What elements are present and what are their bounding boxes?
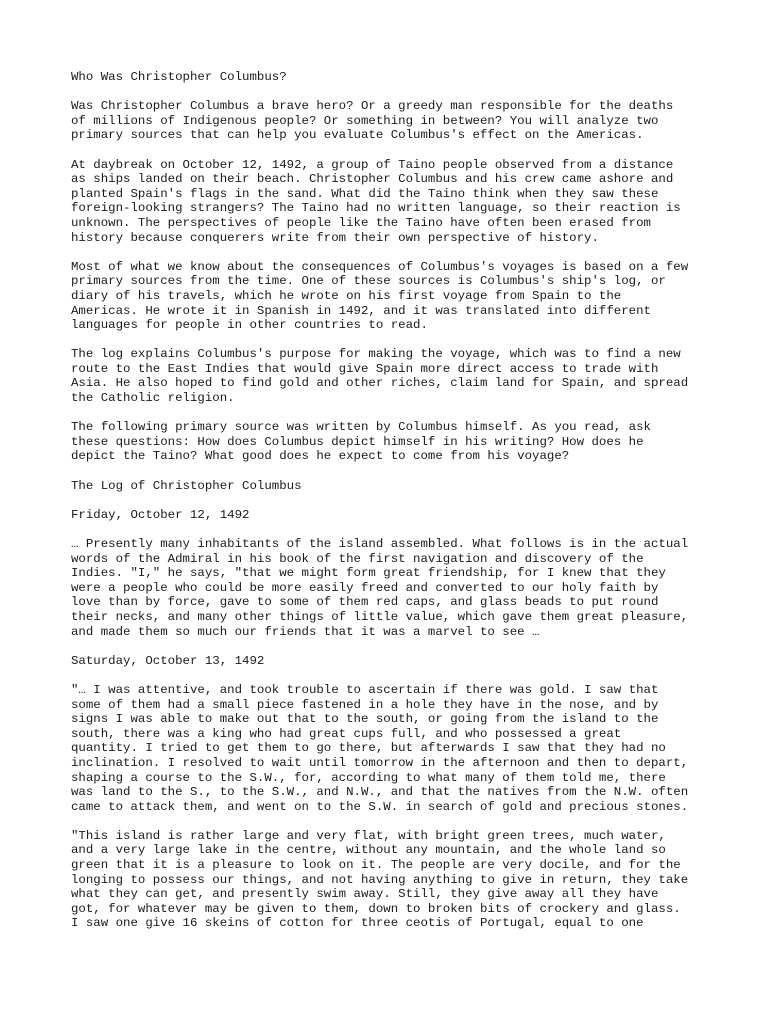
section-heading bbox=[71, 479, 711, 494]
text-line: got, for whatever may be given to them, down to broken bits of crockery and glass. bbox=[71, 901, 681, 916]
paragraph bbox=[71, 829, 711, 931]
text-line: south, there was a king who had great cups full, and who possessed a great bbox=[71, 726, 622, 741]
text-line: as ships landed on their beach. Christopher Columbus and his crew came ashore and bbox=[71, 172, 674, 187]
text-line: diary of his travels, which he wrote on his first voyage from Spain to the bbox=[71, 288, 622, 303]
text-line: Was Christopher Columbus a brave hero? Or a greedy man responsible for the deaths bbox=[71, 99, 674, 114]
text-line: came to attack them, and went on to the S.W. in search of gold and precious stones. bbox=[71, 799, 689, 814]
text-line: Friday, October 12, 1492 bbox=[71, 507, 250, 522]
text-line: Asia. He also hoped to find gold and other riches, claim land for Spain, and spread bbox=[71, 376, 689, 391]
text-line: some of them had a small piece fastened in a hole they have in the nose, and by bbox=[71, 697, 659, 712]
text-line: these questions: How does Columbus depict himself in his writing? How does he bbox=[71, 434, 644, 449]
text-line: The log explains Columbus's purpose for making the voyage, which was to find a new bbox=[71, 347, 681, 362]
paragraph bbox=[71, 158, 711, 246]
text-line: and a very large lake in the centre, without any mountain, and the whole land so bbox=[71, 843, 666, 858]
text-line: Indies. "I," he says, "that we might form great friendship, for I knew that they bbox=[71, 566, 666, 581]
text-line: planted Spain's flags in the sand. What did the Taino think when they saw these bbox=[71, 186, 659, 201]
text-line: Saturday, October 13, 1492 bbox=[71, 653, 265, 668]
text-line: words of the Admiral in his book of the first navigation and discovery of the bbox=[71, 551, 644, 566]
text-line: Americas. He wrote it in Spanish in 1492, and it was translated into different bbox=[71, 303, 651, 318]
text-line: history because conquerers write from their own perspective of history. bbox=[71, 230, 599, 245]
text-line: their necks, and many other things of little value, which gave them great pleasure, bbox=[71, 609, 689, 624]
document-page bbox=[71, 70, 711, 946]
text-line: languages for people in other countries to read. bbox=[71, 318, 428, 333]
text-line: the Catholic religion. bbox=[71, 391, 235, 406]
text-line: signs I was able to make out that to the south, or going from the island to the bbox=[71, 712, 659, 727]
text-line: unknown. The perspectives of people like the Taino have often been erased from bbox=[71, 215, 651, 230]
text-line: primary sources from the time. One of these sources is Columbus's ship's log, or bbox=[71, 274, 666, 289]
text-line: "This island is rather large and very flat, with bright green trees, much water, bbox=[71, 828, 666, 843]
text-line: shaping a course to the S.W., for, according to what many of them told me, there bbox=[71, 770, 666, 785]
text-line: inclination. I resolved to wait until tomorrow in the afternoon and then to depart, bbox=[71, 755, 689, 770]
text-line: route to the East Indies that would give Spain more direct access to trade with bbox=[71, 361, 659, 376]
paragraph bbox=[71, 537, 711, 639]
text-line: love than by force, gave to some of them red caps, and glass beads to put round bbox=[71, 595, 659, 610]
text-line: At daybreak on October 12, 1492, a group of Taino people observed from a distance bbox=[71, 157, 674, 172]
text-line: depict the Taino? What good does he expect to come from his voyage? bbox=[71, 449, 570, 464]
text-line: primary sources that can help you evaluate Columbus's effect on the Americas. bbox=[71, 128, 644, 143]
log-date bbox=[71, 508, 711, 523]
text-line: longing to possess our things, and not having anything to give in return, they take bbox=[71, 872, 689, 887]
paragraph bbox=[71, 683, 711, 814]
text-line: were a people who could be more easily freed and converted to our holy faith by bbox=[71, 580, 659, 595]
paragraph bbox=[71, 260, 711, 333]
text-line: I saw one give 16 skeins of cotton for three ceotis of Portugal, equal to one bbox=[71, 916, 644, 931]
paragraph bbox=[71, 420, 711, 464]
document-title bbox=[71, 70, 711, 85]
text-line: Who Was Christopher Columbus? bbox=[71, 70, 287, 84]
text-line: The Log of Christopher Columbus bbox=[71, 478, 302, 493]
text-line: foreign-looking strangers? The Taino had no written language, so their reaction is bbox=[71, 201, 681, 216]
paragraph bbox=[71, 347, 711, 405]
text-line: and made them so much our friends that it was a marvel to see … bbox=[71, 624, 540, 639]
text-line: what they can get, and presently swim away. Still, they give away all they have bbox=[71, 887, 659, 902]
text-line: … Presently many inhabitants of the island assembled. What follows is in the actual bbox=[71, 537, 689, 551]
text-line: quantity. I tried to get them to go there, but afterwards I saw that they had no bbox=[71, 741, 666, 756]
text-line: "… I was attentive, and took trouble to ascertain if there was gold. I saw that bbox=[71, 682, 659, 697]
text-line: of millions of Indigenous people? Or something in between? You will analyze two bbox=[71, 113, 659, 128]
text-line: The following primary source was written by Columbus himself. As you read, ask bbox=[71, 420, 651, 435]
text-line: was land to the S., to the S.W., and N.W., and that the natives from the N.W. often bbox=[71, 785, 689, 800]
text-line: Most of what we know about the consequences of Columbus's voyages is based on a few bbox=[71, 259, 689, 274]
log-date bbox=[71, 654, 711, 669]
text-line: green that it is a pleasure to look on it. The people are very docile, and for the bbox=[71, 858, 681, 873]
paragraph bbox=[71, 99, 711, 143]
